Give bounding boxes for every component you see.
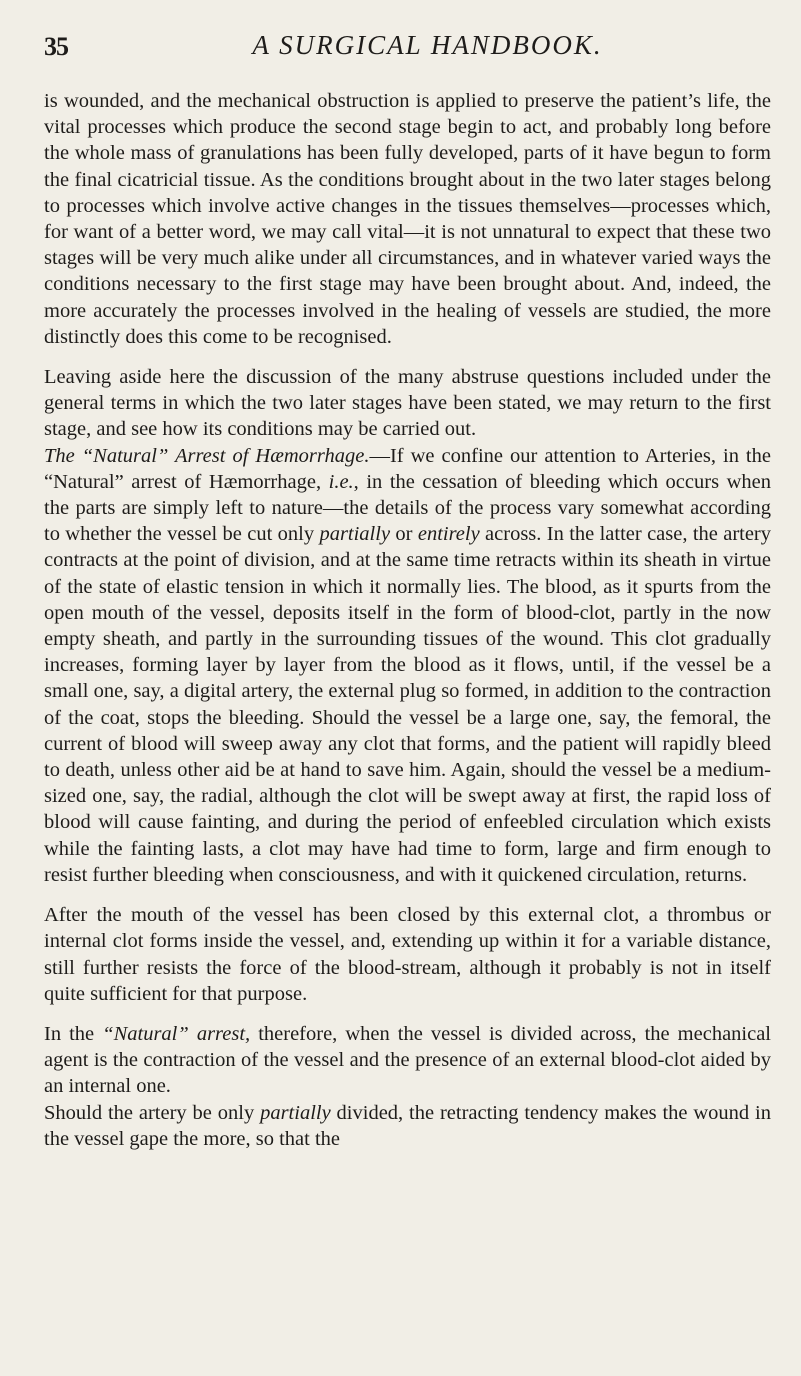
paragraph-5 bbox=[44, 1021, 771, 1100]
paragraph-5-text-a: In the bbox=[44, 1022, 103, 1045]
paragraph-5-text-b: therefore, when the vessel is divided across, the mechanical agent is the contraction of the vessel and the presence of an external blood-clot aided by an internal one. bbox=[44, 1022, 772, 1098]
paragraph-6-partially: partially bbox=[260, 1101, 331, 1124]
paragraph-3-text-c: or bbox=[390, 523, 418, 546]
paragraph-3-ie: i.e. bbox=[328, 470, 354, 493]
body-text bbox=[44, 88, 771, 1152]
section-heading: The “Natural” Arrest of Hæmorrhage. bbox=[44, 444, 370, 467]
paragraph-5-natural-arrest: “Natural” arrest, bbox=[102, 1022, 251, 1045]
running-title: A SURGICAL HANDBOOK. bbox=[252, 30, 603, 60]
paragraph-1: is wounded, and the mechanical obstruction is applied to preserve the patient’s life, the vital processes which produce the second stage begin to act, and probably long before the whole mass of granulations has been fully developed, parts of it have begun to form the final cicatricial tissue. As the conditions brought about in the two later stages belong to processes which involve active changes in the tissues themselves—processes which, for want of a better word, we may call vital—it is not unnatural to expect that these two stages will be very much alike under all circumstances, and in whatever varied ways the conditions necessary to the first stage may have been brought about. And, indeed, the more accurately the processes involved in the healing of vessels are studied, the more distinctly does this come to be recognised. bbox=[44, 90, 771, 348]
paragraph-2: Leaving aside here the discussion of the many abstruse questions included under the general terms in which the two later stages have been stated, we may return to the first stage, and see how its conditions may be carried out. bbox=[44, 366, 771, 441]
paragraph-3-text-b: , in the cessation of bleeding which occurs when the parts are simply left to nature—the details of the process vary somewhat according to whether the vessel be cut only bbox=[44, 470, 771, 546]
paragraph-6 bbox=[44, 1100, 771, 1152]
paragraph-4: After the mouth of the vessel has been closed by this external clot, a thrombus or internal clot forms inside the vessel, and, extending up within it for a variable distance, still further resists the force of the blood-stream, although it probably is not in itself quite sufficient for that purpose. bbox=[44, 904, 771, 1005]
paragraph-3-text-d: across. In the latter case, the artery contracts at the point of division, and at the same time retracts within its sheath in virtue of the state of elastic tension in which it normally lies. The blood, as it spurts from the open mouth of the vessel, deposits itself in the form of blood-clot, partly in the now empty sheath, and partly in the surrounding tissues of the wound. This clot gradually increases, forming layer by layer from the blood as it flows, until, if the vessel be a small one, say, a digital artery, the external plug so formed, in addition to the contraction of the coat, stops the bleeding. Should the vessel be a large one, say, the femoral, the current of blood will sweep away any clot that forms, and the patient will rapidly bleed to death, unless other aid be at hand to save him. Again, should the vessel be a medium-sized one, say, the radial, although the clot will be swept away at first, the rapid loss of blood will cause fainting, and during the period of enfeebled circulation which exists while the fainting lasts, a clot may have had time to form, large and firm enough to resist further bleeding when consciousness, and with it quickened circulation, returns. bbox=[44, 523, 772, 886]
paragraph-6-text-a: Should the artery be only bbox=[44, 1101, 261, 1124]
paragraph-3 bbox=[44, 443, 771, 888]
paragraph-3-text-a: —If we confine our attention to Arteries, in the “Natural” arrest of Hæmorrhage, bbox=[44, 444, 771, 493]
page-number: 35 bbox=[44, 32, 68, 61]
paragraph-6-text-b: divided, the retracting tendency makes the wound in the vessel gape the more, so that the bbox=[44, 1101, 771, 1150]
running-head bbox=[44, 30, 771, 74]
paragraph-3-entirely: entirely bbox=[417, 523, 480, 546]
paragraph-3-partially: partially bbox=[319, 523, 391, 546]
